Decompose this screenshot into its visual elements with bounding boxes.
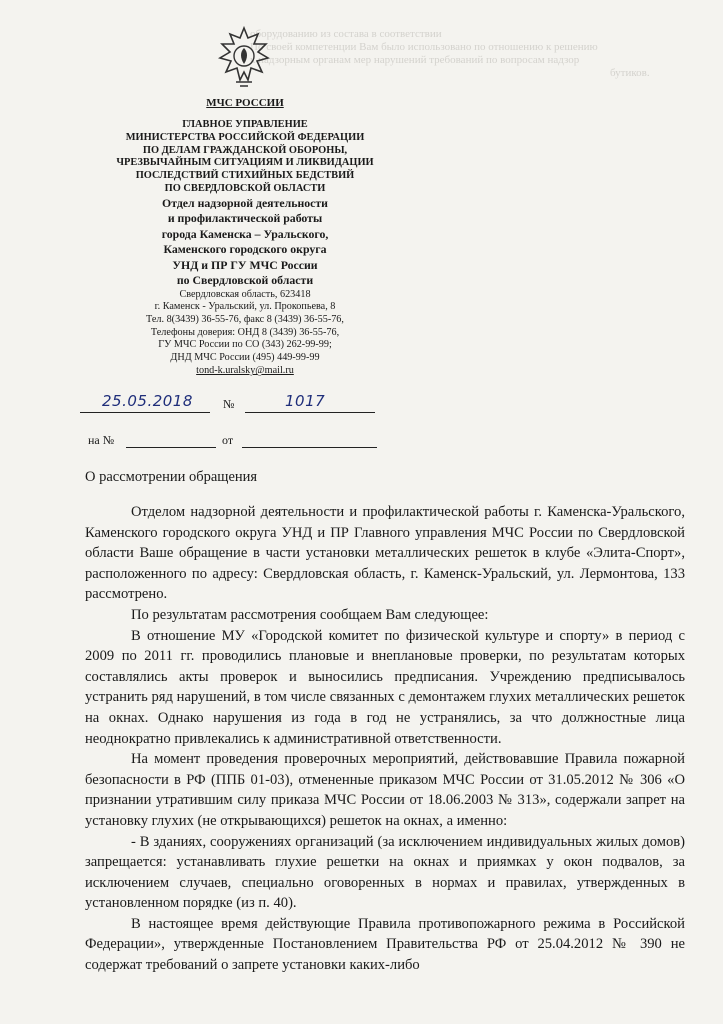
main-dept-line: МИНИСТЕРСТВА РОССИЙСКОЙ ФЕДЕРАЦИИ: [125, 131, 365, 143]
local-dept-line: УНД и ПР ГУ МЧС России: [172, 257, 318, 272]
subject-line: О рассмотрении обращения: [85, 469, 258, 485]
local-dept-line: города Каменска – Уральского,: [161, 226, 329, 241]
paragraph: По результатам рассмотрения сообщаем Вам следующее:: [131, 606, 489, 623]
main-dept-line: ПО ДЕЛАМ ГРАЖДАНСКОЙ ОБОРОНЫ,: [142, 144, 348, 156]
ref-date-line: [242, 429, 377, 448]
registration-row: [80, 394, 400, 416]
handwritten-number: 1017: [285, 392, 326, 410]
ref-number-line: [126, 429, 216, 448]
address-line: Телефоны доверия: ОНД 8 (3439) 36-55-76,: [150, 326, 340, 338]
letter-body: [85, 502, 685, 976]
local-dept-line: Каменского городского округа: [163, 242, 327, 257]
local-dept-line: и профилактической работы: [167, 211, 323, 226]
address-line: Свердловская область, 623418: [179, 288, 311, 300]
address-line: Тел. 8(3439) 36-55-76, факс 8 (3439) 36-55-76,: [146, 313, 344, 325]
ref-label: на №: [88, 433, 115, 447]
letterhead: [90, 96, 400, 377]
main-dept-line: ПОСЛЕДСТВИЙ СТИХИЙНЫХ БЕДСТВИЙ: [135, 170, 355, 182]
paragraph: В отношение МУ «Городской комитет по физической культуре и спорту» в период с 2009 по 2011 гг. проводились плановые и внеплановые проверки, по результатам которых составлялись акты проверок и выносились предписания. Учреждению предписывалось устранить ряд нарушений, в том числе связанных с демонтажем глухих металлических решеток на окнах. Однако нарушения из года в год не устранялись, за что должностные лица неоднократно привлекались к административной ответственности.: [85, 627, 685, 747]
handwritten-date: 25.05.2018: [102, 392, 193, 410]
bleed-line: бутиков.: [610, 67, 650, 79]
main-dept-line: ПО СВЕРДЛОВСКОЙ ОБЛАСТИ: [164, 182, 326, 194]
email-link[interactable]: tond-k.uralsky@mail.ru: [196, 365, 294, 377]
bleed-line: к надзорным органам мер нарушений требований по вопросам надзор: [250, 54, 580, 66]
main-dept-line: ГЛАВНОЕ УПРАВЛЕНИЕ: [182, 119, 308, 130]
bleed-through-text: [250, 28, 720, 80]
local-dept-line: Отдел надзорной деятельности: [162, 195, 328, 210]
paragraph: На момент проведения проверочных мероприятий, действовавшие Правила пожарной безопасности в РФ (ППБ 01-03), отмененные приказом МЧС России от 31.05.2012 № 306 «О признании утратившим силу приказа МЧС России от 18.06.2003 № 313», содержали запрет на установку глухих (не открывающихся) решеток на окнах, а именно:: [85, 751, 685, 829]
address-line: ДНД МЧС России (495) 449-99-99: [170, 351, 320, 363]
address-line: г. Каменск - Уральский, ул. Прокопьева, 8: [154, 301, 336, 313]
main-dept-line: ЧРЕЗВЫЧАЙНЫМ СИТУАЦИЯМ И ЛИКВИДАЦИИ: [116, 157, 374, 169]
address-line: ГУ МЧС России по СО (343) 262-99-99;: [158, 339, 332, 351]
org-name: МЧС РОССИИ: [206, 97, 284, 109]
local-dept-line: по Свердловской области: [176, 273, 314, 288]
paragraph: В настоящее время действующие Правила противопожарного режима в Российской Федерации», утвержденные Постановлением Правительства РФ от 25.04.2012 № 390 не содержат требований о запрете установки каких-либо: [85, 915, 685, 974]
from-label: от: [222, 433, 234, 447]
paragraph: Отделом надзорной деятельности и профилактической работы г. Каменска-Уральского, Каменского городского округа УНД и ПР Главного управления МЧС России по Свердловской области Ваше обращение в части установки металлических решеток в клубе «Элита-Спорт», расположенного по адресу: Свердловская область, г. Каменск-Уральский, ул. Лермонтова, 133 рассмотрено.: [85, 504, 685, 603]
mchs-emblem-icon: [214, 22, 274, 90]
bleed-line: По своей компетенции Вам было использовано по отношению к решению: [250, 41, 598, 53]
bleed-line: оборудованию из состава в соответствии: [250, 28, 442, 40]
paragraph: - В зданиях, сооружениях организаций (за исключением индивидуальных жилых домов) запрещается: устанавливать глухие решетки на окнах и приямках у окон подвалов, за исключением случаев, специально оговоренных в нормах и правилах, утвержденных в установленном порядке (из п. 40).: [85, 833, 685, 912]
reference-row: [80, 430, 400, 450]
number-label: №: [223, 397, 235, 411]
